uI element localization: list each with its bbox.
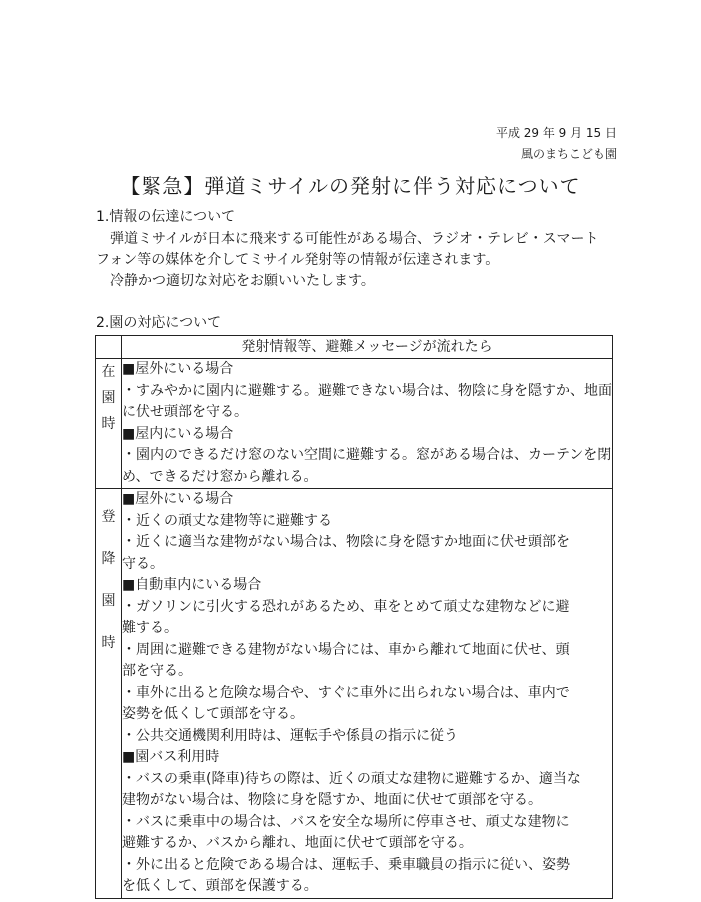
date: 平成 29 年 9 月 15 日	[495, 126, 617, 140]
block-line: ・公共交通機関利用時は、運転手や係員の指示に従う	[122, 727, 458, 744]
section1-line: 弾道ミサイルが日本に飛来する可能性がある場合、ラジオ・テレビ・スマート	[110, 231, 599, 247]
block-line: め、できるだけ窓から離れる。	[122, 468, 318, 485]
block-line: ・周囲に避難できる建物がない場合には、車から離れて地面に伏せ、頭	[122, 641, 570, 658]
block-line: ・バスの乗車(降車)待ちの際は、近くの頑丈な建物に避難するか、適当な	[122, 770, 581, 787]
section1-line: フォン等の媒体を介してミサイル発射等の情報が伝達されます。	[96, 252, 500, 268]
block-line: 建物がない場合は、物陰に身を隠すか、地面に伏せて頭部を守る。	[122, 792, 542, 808]
in-school-label	[96, 359, 122, 489]
table-row	[96, 359, 613, 489]
label-char: 降	[101, 551, 116, 567]
response-table	[95, 335, 613, 899]
block-line: ・バスに乗車中の場合は、バスを安全な場所に停車させ、頑丈な建物に	[122, 813, 570, 830]
block-line: ・車外に出ると危険な場合や、すぐに車外に出られない場合は、車内で	[122, 684, 570, 701]
block-line: ・外に出ると危険である場合は、運転手、乗車職員の指示に従い、姿勢	[122, 856, 570, 873]
label-char: 園	[101, 593, 116, 609]
table-row	[96, 489, 613, 899]
label-char: 時	[101, 416, 116, 432]
block-heading: ■自動車内にいる場合	[122, 577, 262, 593]
block-line: を低くして、頭部を保護する。	[122, 878, 318, 894]
label-char: 在	[101, 364, 116, 380]
block-heading: ■屋外にいる場合	[122, 361, 234, 377]
label-char: 時	[101, 635, 116, 651]
section1-heading: 1.情報の伝達について	[96, 209, 236, 225]
in-school-content	[122, 359, 613, 489]
block-heading: ■園バス利用時	[122, 749, 220, 765]
label-char: 園	[101, 390, 116, 406]
block-line: に伏せ頭部を守る。	[122, 404, 248, 420]
table-corner	[96, 336, 122, 359]
block-line: 姿勢を低くして頭部を守る。	[122, 706, 304, 722]
page-title: 【緊急】弾道ミサイルの発射に伴う対応について	[120, 174, 581, 198]
table-header: 発射情報等、避難メッセージが流れたら	[122, 336, 613, 359]
school-name: 風のまちこども園	[520, 147, 617, 161]
block-line: 部を守る。	[122, 663, 192, 679]
block-line: ・近くの頑丈な建物等に避難する	[122, 512, 332, 529]
block-line: 守る。	[122, 555, 164, 572]
section1-line: 冷静かつ適切な対応をお願いいたします。	[110, 273, 375, 289]
block-heading: ■屋外にいる場合	[122, 491, 234, 507]
section2-heading: 2.園の対応について	[96, 315, 222, 331]
block-line: 難する。	[122, 620, 178, 636]
table-header-row	[96, 336, 613, 359]
block-line: ・近くに適当な建物がない場合は、物陰に身を隠すか地面に伏せ頭部を	[122, 534, 570, 550]
section1-body	[96, 229, 636, 292]
label-char: 登	[101, 509, 116, 525]
commute-label	[96, 489, 122, 899]
block-heading: ■屋内にいる場合	[122, 425, 234, 442]
block-line: ・園内のできるだけ窓のない空間に避難する。窓がある場合は、カーテンを閉	[122, 447, 612, 463]
block-line: ・すみやかに園内に避難する。避難できない場合は、物陰に身を隠すか、地面	[122, 382, 612, 399]
block-line: ・ガソリンに引火する恐れがあるため、車をとめて頑丈な建物などに避	[122, 598, 570, 615]
block-line: 避難するか、バスから離れ、地面に伏せて頭部を守る。	[122, 835, 473, 851]
commute-content	[122, 489, 613, 899]
